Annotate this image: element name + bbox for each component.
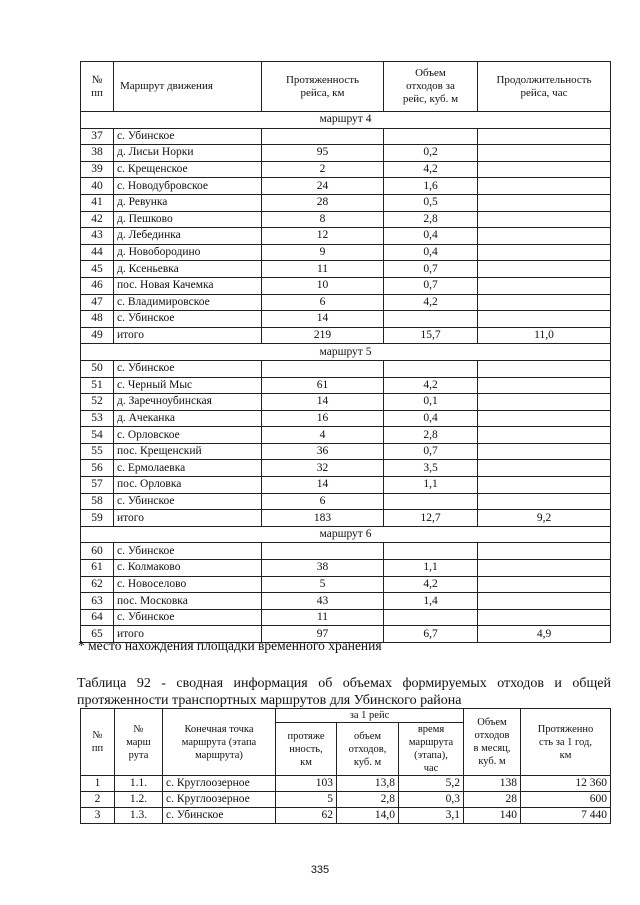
cell-route: итого (114, 626, 262, 643)
cell-length: 11 (262, 261, 384, 278)
cell-num: 55 (81, 443, 114, 460)
cell-volume: 6,7 (384, 626, 478, 643)
cell-route: с. Убинское (114, 609, 262, 626)
cell-route: с. Колмаково (114, 560, 262, 577)
cell-length: 62 (276, 808, 337, 824)
cell-num: 65 (81, 626, 114, 643)
cell-duration: 4,9 (478, 626, 611, 643)
cell-length (262, 128, 384, 145)
cell-volume: 1,1 (384, 477, 478, 494)
summary-header-time: время маршрута (этапа), час (399, 723, 464, 776)
footnote: * место нахождения площадки временного хранения (78, 638, 382, 653)
cell-route: д. Ачеканка (114, 410, 262, 427)
header-length: Протяженность рейса, км (262, 62, 384, 112)
cell-num: 41 (81, 194, 114, 211)
cell-route: пос. Крещенский (114, 443, 262, 460)
table-row (81, 776, 611, 792)
cell-num: 64 (81, 609, 114, 626)
cell-route-no: 1.1. (115, 776, 163, 792)
cell-num: 59 (81, 510, 114, 527)
table-row (81, 128, 611, 145)
cell-num: 57 (81, 477, 114, 494)
cell-num: 37 (81, 128, 114, 145)
routes-table (80, 61, 611, 643)
cell-duration (478, 493, 611, 510)
cell-length: 14 (262, 311, 384, 328)
cell-route: д. Лебединка (114, 228, 262, 245)
cell-monthly: 138 (464, 776, 521, 792)
cell-route: с. Ермолаевка (114, 460, 262, 477)
cell-volume: 0,7 (384, 443, 478, 460)
summary-header-yearly: Протяженно сть за 1 год, км (521, 709, 611, 776)
table-row (81, 792, 611, 808)
table-row (81, 194, 611, 211)
cell-num: 42 (81, 211, 114, 228)
cell-route: д. Заречноубинская (114, 394, 262, 411)
cell-length (262, 360, 384, 377)
table-row (81, 576, 611, 593)
summary-header-row-1 (81, 709, 611, 723)
table-row (81, 244, 611, 261)
cell-length: 14 (262, 394, 384, 411)
cell-num: 1 (81, 776, 115, 792)
summary-header-monthly: Объем отходов в месяц, куб. м (464, 709, 521, 776)
table-row (81, 609, 611, 626)
cell-route: с. Убинское (114, 128, 262, 145)
cell-yearly: 7 440 (521, 808, 611, 824)
cell-route: с. Убинское (114, 311, 262, 328)
cell-route: пос. Орловка (114, 477, 262, 494)
route-section-header (81, 344, 611, 361)
cell-route: с. Новодубровское (114, 178, 262, 195)
cell-num: 47 (81, 294, 114, 311)
table-row (81, 493, 611, 510)
cell-volume (384, 493, 478, 510)
cell-volume (384, 311, 478, 328)
cell-num: 54 (81, 427, 114, 444)
cell-route: с. Орловское (114, 427, 262, 444)
cell-length: 95 (262, 145, 384, 162)
cell-monthly: 140 (464, 808, 521, 824)
cell-duration (478, 360, 611, 377)
cell-yearly: 600 (521, 792, 611, 808)
cell-length: 6 (262, 493, 384, 510)
table-row (81, 261, 611, 278)
cell-volume: 4,2 (384, 161, 478, 178)
header-num: № пп (81, 62, 114, 112)
cell-duration (478, 543, 611, 560)
summary-table (80, 708, 611, 824)
cell-length: 12 (262, 228, 384, 245)
table-row (81, 211, 611, 228)
cell-volume: 0,4 (384, 228, 478, 245)
cell-duration (478, 394, 611, 411)
table-row (81, 560, 611, 577)
cell-num: 3 (81, 808, 115, 824)
cell-route: д. Ксеньевка (114, 261, 262, 278)
cell-length: 36 (262, 443, 384, 460)
cell-length: 9 (262, 244, 384, 261)
cell-duration (478, 609, 611, 626)
route-section-header (81, 526, 611, 543)
cell-volume: 2,8 (384, 211, 478, 228)
cell-duration (478, 244, 611, 261)
cell-route: с. Убинское (114, 493, 262, 510)
cell-route: пос. Новая Качемка (114, 277, 262, 294)
cell-volume (384, 543, 478, 560)
cell-num: 43 (81, 228, 114, 245)
cell-duration (478, 427, 611, 444)
table-row (81, 161, 611, 178)
cell-endpoint: с. Круглоозерное (163, 792, 276, 808)
cell-route-no: 1.2. (115, 792, 163, 808)
cell-length: 8 (262, 211, 384, 228)
summary-header-num: № пп (81, 709, 115, 776)
cell-volume (384, 609, 478, 626)
cell-length: 43 (262, 593, 384, 610)
cell-route: д. Лисьи Норки (114, 145, 262, 162)
summary-header-route-no: № марш рута (115, 709, 163, 776)
cell-volume: 4,2 (384, 576, 478, 593)
cell-route: с. Владимировское (114, 294, 262, 311)
cell-length: 183 (262, 510, 384, 527)
cell-volume: 2,8 (384, 427, 478, 444)
cell-time: 3,1 (399, 808, 464, 824)
cell-num: 2 (81, 792, 115, 808)
cell-num: 39 (81, 161, 114, 178)
cell-route-no: 1.3. (115, 808, 163, 824)
cell-route: д. Новобородино (114, 244, 262, 261)
table-row (81, 460, 611, 477)
cell-num: 45 (81, 261, 114, 278)
cell-volume: 1,6 (384, 178, 478, 195)
cell-duration (478, 576, 611, 593)
route-section-header (81, 112, 611, 129)
cell-length: 103 (276, 776, 337, 792)
table-row (81, 427, 611, 444)
table-row (81, 394, 611, 411)
cell-volume: 0,7 (384, 277, 478, 294)
summary-header-length: протяже нность, км (276, 723, 337, 776)
cell-endpoint: с. Круглоозерное (163, 776, 276, 792)
cell-route: итого (114, 327, 262, 344)
cell-num: 52 (81, 394, 114, 411)
cell-volume: 0,1 (384, 394, 478, 411)
cell-duration (478, 477, 611, 494)
summary-header-endpoint: Конечная точка маршрута (этапа маршрута) (163, 709, 276, 776)
cell-route: с. Убинское (114, 360, 262, 377)
cell-duration (478, 294, 611, 311)
summary-header-volume: объем отходов, куб. м (337, 723, 399, 776)
cell-length: 6 (262, 294, 384, 311)
cell-duration (478, 311, 611, 328)
cell-length: 16 (262, 410, 384, 427)
cell-volume: 12,7 (384, 510, 478, 527)
cell-route: д. Пешково (114, 211, 262, 228)
cell-volume: 14,0 (337, 808, 399, 824)
cell-num: 48 (81, 311, 114, 328)
cell-route: с. Крещенское (114, 161, 262, 178)
table-row (81, 510, 611, 527)
cell-num: 38 (81, 145, 114, 162)
cell-num: 49 (81, 327, 114, 344)
cell-route: пос. Московка (114, 593, 262, 610)
cell-duration (478, 560, 611, 577)
cell-volume (384, 360, 478, 377)
table-row (81, 228, 611, 245)
cell-volume: 1,4 (384, 593, 478, 610)
cell-length: 14 (262, 477, 384, 494)
cell-duration: 9,2 (478, 510, 611, 527)
cell-route: с. Убинское (114, 543, 262, 560)
cell-duration (478, 228, 611, 245)
route-section-title: маршрут 5 (81, 344, 611, 361)
cell-volume: 13,8 (337, 776, 399, 792)
cell-route: итого (114, 510, 262, 527)
cell-length: 4 (262, 427, 384, 444)
table-row (81, 145, 611, 162)
summary-body (81, 776, 611, 824)
cell-volume (384, 128, 478, 145)
table-row (81, 377, 611, 394)
cell-duration (478, 211, 611, 228)
table-row (81, 178, 611, 195)
table-row (81, 543, 611, 560)
cell-volume: 0,2 (384, 145, 478, 162)
cell-num: 61 (81, 560, 114, 577)
cell-duration (478, 593, 611, 610)
cell-duration (478, 460, 611, 477)
header-duration: Продолжительность рейса, час (478, 62, 611, 112)
cell-duration (478, 161, 611, 178)
cell-length: 97 (262, 626, 384, 643)
cell-length: 5 (262, 576, 384, 593)
cell-duration (478, 145, 611, 162)
cell-volume: 2,8 (337, 792, 399, 808)
cell-volume: 15,7 (384, 327, 478, 344)
cell-num: 44 (81, 244, 114, 261)
header-route: Маршрут движения (114, 62, 262, 112)
cell-time: 5,2 (399, 776, 464, 792)
table-row (81, 593, 611, 610)
cell-length: 38 (262, 560, 384, 577)
cell-num: 46 (81, 277, 114, 294)
cell-duration: 11,0 (478, 327, 611, 344)
cell-route: с. Новоселово (114, 576, 262, 593)
cell-num: 40 (81, 178, 114, 195)
cell-duration (478, 194, 611, 211)
cell-num: 56 (81, 460, 114, 477)
cell-length (262, 543, 384, 560)
cell-volume: 3,5 (384, 460, 478, 477)
cell-length: 32 (262, 460, 384, 477)
table-row (81, 808, 611, 824)
cell-duration (478, 128, 611, 145)
table-row (81, 277, 611, 294)
table-caption: Таблица 92 - сводная информация об объемах формируемых отходов и общей протяженности транспортных маршрутов для Убинского района (77, 676, 611, 708)
cell-volume: 0,5 (384, 194, 478, 211)
cell-length: 61 (262, 377, 384, 394)
cell-duration (478, 377, 611, 394)
route-section-title: маршрут 4 (81, 112, 611, 129)
cell-length: 219 (262, 327, 384, 344)
cell-num: 63 (81, 593, 114, 610)
cell-length: 28 (262, 194, 384, 211)
header-volume: Объем отходов за рейс, куб. м (384, 62, 478, 112)
summary-header-per-trip: за 1 рейс (276, 709, 464, 723)
routes-body (81, 112, 611, 643)
cell-duration (478, 178, 611, 195)
route-section-title: маршрут 6 (81, 526, 611, 543)
cell-length: 11 (262, 609, 384, 626)
cell-num: 51 (81, 377, 114, 394)
cell-num: 50 (81, 360, 114, 377)
table-row (81, 477, 611, 494)
page-number: 335 (310, 864, 330, 876)
cell-monthly: 28 (464, 792, 521, 808)
cell-length: 10 (262, 277, 384, 294)
cell-duration (478, 443, 611, 460)
cell-volume: 0,4 (384, 410, 478, 427)
cell-volume: 4,2 (384, 294, 478, 311)
cell-volume: 4,2 (384, 377, 478, 394)
cell-length: 24 (262, 178, 384, 195)
table-row (81, 443, 611, 460)
cell-yearly: 12 360 (521, 776, 611, 792)
routes-header-row (81, 62, 611, 112)
table-row (81, 327, 611, 344)
cell-length: 5 (276, 792, 337, 808)
cell-num: 53 (81, 410, 114, 427)
cell-num: 58 (81, 493, 114, 510)
cell-duration (478, 410, 611, 427)
cell-volume: 0,4 (384, 244, 478, 261)
cell-volume: 0,7 (384, 261, 478, 278)
table-row (81, 410, 611, 427)
table-row (81, 360, 611, 377)
table-row (81, 294, 611, 311)
cell-volume: 1,1 (384, 560, 478, 577)
cell-time: 0,3 (399, 792, 464, 808)
cell-num: 60 (81, 543, 114, 560)
cell-route: д. Ревунка (114, 194, 262, 211)
cell-duration (478, 261, 611, 278)
cell-num: 62 (81, 576, 114, 593)
cell-length: 2 (262, 161, 384, 178)
cell-route: с. Черный Мыс (114, 377, 262, 394)
table-row (81, 311, 611, 328)
cell-endpoint: с. Убинское (163, 808, 276, 824)
cell-duration (478, 277, 611, 294)
